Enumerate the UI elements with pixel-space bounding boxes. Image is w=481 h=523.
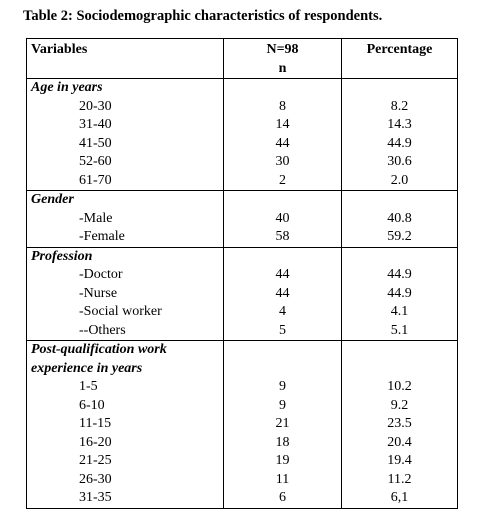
section-title-row — [27, 79, 458, 98]
table-row — [27, 434, 458, 453]
row-label: 21-25 — [27, 452, 224, 471]
row-label: 31-35 — [27, 489, 224, 508]
row-label: 52-60 — [27, 153, 224, 172]
row-percentage: 4.1 — [342, 303, 458, 322]
row-percentage: 6,1 — [342, 489, 458, 508]
row-n: 30 — [224, 153, 342, 172]
row-label: -Female — [27, 228, 224, 247]
row-n: 9 — [224, 397, 342, 416]
table-row — [27, 303, 458, 322]
table-row — [27, 153, 458, 172]
row-label: 61-70 — [27, 172, 224, 191]
row-n: 11 — [224, 471, 342, 490]
row-n: 58 — [224, 228, 342, 247]
table-caption: Table 2: Sociodemographic characteristics of respondents. — [23, 8, 383, 24]
table-row — [27, 210, 458, 229]
table-row — [27, 135, 458, 154]
row-n: 4 — [224, 303, 342, 322]
header-percentage: Percentage — [342, 39, 458, 79]
row-label: 31-40 — [27, 116, 224, 135]
row-label: -Nurse — [27, 285, 224, 304]
section-title-row — [27, 191, 458, 210]
section-title-experience-line2: experience in years — [27, 360, 224, 379]
row-n: 2 — [224, 172, 342, 191]
row-n: 44 — [224, 135, 342, 154]
row-label: -Social worker — [27, 303, 224, 322]
table-row — [27, 378, 458, 397]
row-n: 44 — [224, 266, 342, 285]
row-n: 18 — [224, 434, 342, 453]
table-header-row — [27, 39, 458, 79]
row-percentage: 59.2 — [342, 228, 458, 247]
row-n: 8 — [224, 98, 342, 117]
section-title-age: Age in years — [27, 79, 224, 98]
section-title-row — [27, 341, 458, 360]
row-n: 40 — [224, 210, 342, 229]
table-row — [27, 116, 458, 135]
row-label: 6-10 — [27, 397, 224, 416]
section-title-profession: Profession — [27, 247, 224, 266]
section-title-row — [27, 360, 458, 379]
header-n — [224, 39, 342, 79]
row-percentage: 44.9 — [342, 135, 458, 154]
row-percentage: 9.2 — [342, 397, 458, 416]
row-percentage: 44.9 — [342, 266, 458, 285]
row-percentage: 23.5 — [342, 415, 458, 434]
row-percentage: 19.4 — [342, 452, 458, 471]
row-percentage: 10.2 — [342, 378, 458, 397]
row-percentage: 40.8 — [342, 210, 458, 229]
row-label: -Doctor — [27, 266, 224, 285]
table-row — [27, 266, 458, 285]
row-n: 44 — [224, 285, 342, 304]
row-percentage: 2.0 — [342, 172, 458, 191]
section-title-experience-line1: Post-qualification work — [27, 341, 224, 360]
row-n: 14 — [224, 116, 342, 135]
section-title-row — [27, 247, 458, 266]
row-label: 16-20 — [27, 434, 224, 453]
row-label: --Others — [27, 322, 224, 341]
table-row — [27, 228, 458, 247]
row-n: 9 — [224, 378, 342, 397]
header-n-top: N=98 — [266, 42, 299, 57]
row-n: 5 — [224, 322, 342, 341]
row-label: 1-5 — [27, 378, 224, 397]
table-row — [27, 471, 458, 490]
row-n: 21 — [224, 415, 342, 434]
sociodemographic-table — [26, 38, 458, 509]
row-n: 19 — [224, 452, 342, 471]
header-n-bottom: n — [278, 60, 287, 76]
table-row — [27, 98, 458, 117]
table-row — [27, 322, 458, 341]
row-percentage: 30.6 — [342, 153, 458, 172]
row-label: 20-30 — [27, 98, 224, 117]
row-percentage: 5.1 — [342, 322, 458, 341]
row-label: 11-15 — [27, 415, 224, 434]
row-label: 26-30 — [27, 471, 224, 490]
section-title-gender: Gender — [27, 191, 224, 210]
row-label: 41-50 — [27, 135, 224, 154]
row-percentage: 44.9 — [342, 285, 458, 304]
row-percentage: 20.4 — [342, 434, 458, 453]
header-variables: Variables — [27, 39, 224, 79]
table-row — [27, 172, 458, 191]
table-row — [27, 489, 458, 508]
table-row — [27, 415, 458, 434]
row-n: 6 — [224, 489, 342, 508]
table-row — [27, 285, 458, 304]
row-percentage: 11.2 — [342, 471, 458, 490]
row-label: -Male — [27, 210, 224, 229]
table-row — [27, 452, 458, 471]
row-percentage: 14.3 — [342, 116, 458, 135]
table-row — [27, 397, 458, 416]
row-percentage: 8.2 — [342, 98, 458, 117]
